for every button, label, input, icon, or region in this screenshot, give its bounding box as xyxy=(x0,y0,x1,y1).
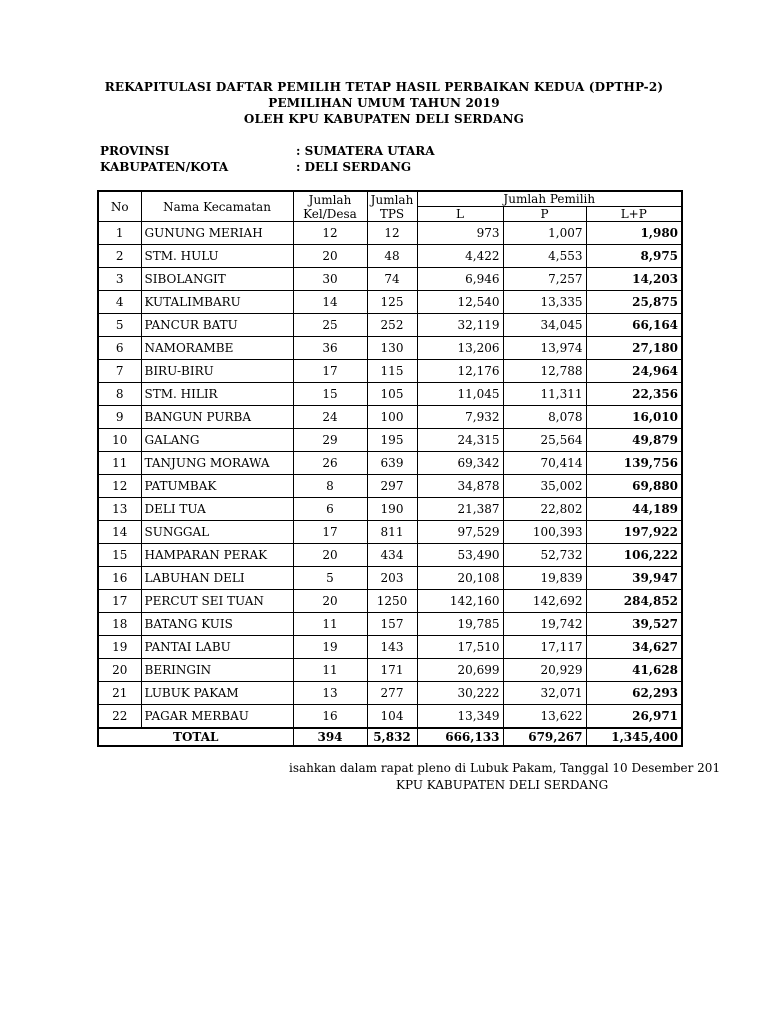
cell-no: 21 xyxy=(98,682,141,705)
cell-jumlah-kel-desa: 6 xyxy=(293,498,367,521)
cell-p: 7,257 xyxy=(503,268,586,291)
cell-jumlah-tps: 157 xyxy=(367,613,417,636)
table-row xyxy=(98,682,682,705)
table-row xyxy=(98,360,682,383)
cell-l: 13,349 xyxy=(417,705,503,729)
cell-lp: 197,922 xyxy=(586,521,682,544)
cell-nama-kecamatan: NAMORAMBE xyxy=(141,337,293,360)
total-lp: 1,345,400 xyxy=(586,728,682,746)
cell-nama-kecamatan: SIBOLANGIT xyxy=(141,268,293,291)
cell-nama-kecamatan: PANTAI LABU xyxy=(141,636,293,659)
cell-lp: 22,356 xyxy=(586,383,682,406)
table-row xyxy=(98,544,682,567)
provinsi-value: : SUMATERA UTARA xyxy=(296,144,435,158)
cell-p: 1,007 xyxy=(503,222,586,245)
cell-no: 13 xyxy=(98,498,141,521)
cell-l: 53,490 xyxy=(417,544,503,567)
cell-no: 7 xyxy=(98,360,141,383)
cell-lp: 284,852 xyxy=(586,590,682,613)
cell-nama-kecamatan: PATUMBAK xyxy=(141,475,293,498)
cell-p: 32,071 xyxy=(503,682,586,705)
cell-p: 13,974 xyxy=(503,337,586,360)
recap-table xyxy=(97,190,683,747)
table-row xyxy=(98,659,682,682)
cell-p: 35,002 xyxy=(503,475,586,498)
table-row xyxy=(98,475,682,498)
cell-jumlah-tps: 115 xyxy=(367,360,417,383)
cell-lp: 14,203 xyxy=(586,268,682,291)
cell-jumlah-tps: 143 xyxy=(367,636,417,659)
total-label: TOTAL xyxy=(98,728,293,746)
table-row xyxy=(98,429,682,452)
cell-nama-kecamatan: BATANG KUIS xyxy=(141,613,293,636)
cell-p: 100,393 xyxy=(503,521,586,544)
cell-l: 24,315 xyxy=(417,429,503,452)
cell-l: 973 xyxy=(417,222,503,245)
total-kel-desa: 394 xyxy=(293,728,367,746)
cell-l: 7,932 xyxy=(417,406,503,429)
cell-jumlah-tps: 48 xyxy=(367,245,417,268)
table-row xyxy=(98,268,682,291)
cell-lp: 24,964 xyxy=(586,360,682,383)
table-row xyxy=(98,521,682,544)
cell-p: 8,078 xyxy=(503,406,586,429)
table-row xyxy=(98,337,682,360)
cell-p: 13,622 xyxy=(503,705,586,729)
cell-lp: 39,947 xyxy=(586,567,682,590)
cell-nama-kecamatan: GUNUNG MERIAH xyxy=(141,222,293,245)
cell-jumlah-kel-desa: 16 xyxy=(293,705,367,729)
cell-l: 21,387 xyxy=(417,498,503,521)
recap-table-body xyxy=(98,222,682,729)
cell-no: 6 xyxy=(98,337,141,360)
cell-jumlah-tps: 130 xyxy=(367,337,417,360)
kabupaten-label: KABUPATEN/KOTA xyxy=(100,160,229,174)
header-nama-kecamatan: Nama Kecamatan xyxy=(141,191,293,222)
cell-l: 69,342 xyxy=(417,452,503,475)
cell-jumlah-kel-desa: 24 xyxy=(293,406,367,429)
cell-no: 3 xyxy=(98,268,141,291)
table-row xyxy=(98,613,682,636)
cell-jumlah-kel-desa: 8 xyxy=(293,475,367,498)
cell-jumlah-kel-desa: 11 xyxy=(293,613,367,636)
total-row xyxy=(98,728,682,746)
cell-jumlah-tps: 1250 xyxy=(367,590,417,613)
cell-jumlah-kel-desa: 19 xyxy=(293,636,367,659)
cell-no: 1 xyxy=(98,222,141,245)
cell-lp: 69,880 xyxy=(586,475,682,498)
table-row xyxy=(98,636,682,659)
cell-lp: 44,189 xyxy=(586,498,682,521)
total-l: 666,133 xyxy=(417,728,503,746)
cell-p: 20,929 xyxy=(503,659,586,682)
cell-l: 20,699 xyxy=(417,659,503,682)
cell-jumlah-tps: 434 xyxy=(367,544,417,567)
cell-l: 19,785 xyxy=(417,613,503,636)
cell-l: 4,422 xyxy=(417,245,503,268)
cell-p: 19,839 xyxy=(503,567,586,590)
cell-jumlah-kel-desa: 13 xyxy=(293,682,367,705)
table-row xyxy=(98,291,682,314)
cell-no: 12 xyxy=(98,475,141,498)
cell-nama-kecamatan: STM. HILIR xyxy=(141,383,293,406)
total-p: 679,267 xyxy=(503,728,586,746)
header-jumlah-pemilih: Jumlah Pemilih xyxy=(417,191,682,207)
cell-jumlah-kel-desa: 11 xyxy=(293,659,367,682)
cell-lp: 8,975 xyxy=(586,245,682,268)
cell-nama-kecamatan: BIRU-BIRU xyxy=(141,360,293,383)
cell-no: 2 xyxy=(98,245,141,268)
cell-jumlah-tps: 171 xyxy=(367,659,417,682)
cell-l: 12,176 xyxy=(417,360,503,383)
cell-l: 20,108 xyxy=(417,567,503,590)
cell-lp: 49,879 xyxy=(586,429,682,452)
table-row xyxy=(98,222,682,245)
cell-jumlah-tps: 811 xyxy=(367,521,417,544)
cell-no: 18 xyxy=(98,613,141,636)
cell-jumlah-kel-desa: 20 xyxy=(293,544,367,567)
cell-p: 34,045 xyxy=(503,314,586,337)
cell-l: 6,946 xyxy=(417,268,503,291)
cell-nama-kecamatan: PERCUT SEI TUAN xyxy=(141,590,293,613)
table-row xyxy=(98,705,682,729)
cell-jumlah-kel-desa: 20 xyxy=(293,245,367,268)
cell-jumlah-tps: 12 xyxy=(367,222,417,245)
cell-p: 11,311 xyxy=(503,383,586,406)
table-row xyxy=(98,498,682,521)
cell-nama-kecamatan: BANGUN PURBA xyxy=(141,406,293,429)
cell-nama-kecamatan: SUNGGAL xyxy=(141,521,293,544)
cell-p: 52,732 xyxy=(503,544,586,567)
cell-jumlah-kel-desa: 25 xyxy=(293,314,367,337)
header-tps-line-1: Jumlah xyxy=(370,192,414,207)
cell-nama-kecamatan: PAGAR MERBAU xyxy=(141,705,293,729)
cell-jumlah-kel-desa: 15 xyxy=(293,383,367,406)
cell-jumlah-tps: 190 xyxy=(367,498,417,521)
cell-l: 12,540 xyxy=(417,291,503,314)
header-p: P xyxy=(503,207,586,222)
cell-lp: 25,875 xyxy=(586,291,682,314)
cell-nama-kecamatan: LUBUK PAKAM xyxy=(141,682,293,705)
cell-jumlah-kel-desa: 12 xyxy=(293,222,367,245)
table-row xyxy=(98,452,682,475)
cell-no: 15 xyxy=(98,544,141,567)
cell-no: 9 xyxy=(98,406,141,429)
header-jumlah-kel-desa xyxy=(293,191,367,222)
table-row xyxy=(98,567,682,590)
cell-lp: 41,628 xyxy=(586,659,682,682)
cell-no: 8 xyxy=(98,383,141,406)
cell-jumlah-kel-desa: 20 xyxy=(293,590,367,613)
cell-jumlah-tps: 297 xyxy=(367,475,417,498)
footer-signatory: KPU KABUPATEN DELI SERDANG xyxy=(396,778,609,792)
table-row xyxy=(98,314,682,337)
cell-jumlah-kel-desa: 26 xyxy=(293,452,367,475)
kabupaten-value: : DELI SERDANG xyxy=(296,160,412,174)
cell-jumlah-tps: 195 xyxy=(367,429,417,452)
cell-jumlah-kel-desa: 17 xyxy=(293,360,367,383)
cell-lp: 62,293 xyxy=(586,682,682,705)
cell-jumlah-kel-desa: 30 xyxy=(293,268,367,291)
header-lp: L+P xyxy=(586,207,682,222)
cell-p: 22,802 xyxy=(503,498,586,521)
cell-jumlah-kel-desa: 29 xyxy=(293,429,367,452)
cell-jumlah-tps: 105 xyxy=(367,383,417,406)
cell-lp: 139,756 xyxy=(586,452,682,475)
cell-lp: 16,010 xyxy=(586,406,682,429)
cell-nama-kecamatan: BERINGIN xyxy=(141,659,293,682)
cell-no: 17 xyxy=(98,590,141,613)
cell-nama-kecamatan: LABUHAN DELI xyxy=(141,567,293,590)
table-row xyxy=(98,406,682,429)
cell-l: 30,222 xyxy=(417,682,503,705)
cell-jumlah-tps: 125 xyxy=(367,291,417,314)
header-jumlah-tps xyxy=(367,191,417,222)
cell-l: 142,160 xyxy=(417,590,503,613)
cell-p: 70,414 xyxy=(503,452,586,475)
cell-l: 17,510 xyxy=(417,636,503,659)
header-tps-line-2: TPS xyxy=(379,206,405,221)
cell-p: 12,788 xyxy=(503,360,586,383)
header-kel-desa-line-2: Kel/Desa xyxy=(303,206,357,221)
cell-lp: 106,222 xyxy=(586,544,682,567)
cell-no: 19 xyxy=(98,636,141,659)
cell-l: 11,045 xyxy=(417,383,503,406)
cell-jumlah-tps: 639 xyxy=(367,452,417,475)
cell-lp: 27,180 xyxy=(586,337,682,360)
cell-jumlah-tps: 252 xyxy=(367,314,417,337)
cell-jumlah-kel-desa: 36 xyxy=(293,337,367,360)
cell-no: 10 xyxy=(98,429,141,452)
table-row xyxy=(98,383,682,406)
cell-no: 14 xyxy=(98,521,141,544)
doc-title-line-1: REKAPITULASI DAFTAR PEMILIH TETAP HASIL PERBAIKAN KEDUA (DPTHP-2) xyxy=(104,80,664,94)
cell-jumlah-tps: 100 xyxy=(367,406,417,429)
cell-p: 25,564 xyxy=(503,429,586,452)
cell-lp: 66,164 xyxy=(586,314,682,337)
cell-no: 5 xyxy=(98,314,141,337)
cell-jumlah-tps: 74 xyxy=(367,268,417,291)
cell-p: 4,553 xyxy=(503,245,586,268)
header-l: L xyxy=(417,207,503,222)
cell-nama-kecamatan: HAMPARAN PERAK xyxy=(141,544,293,567)
table-row xyxy=(98,245,682,268)
cell-p: 19,742 xyxy=(503,613,586,636)
cell-jumlah-tps: 104 xyxy=(367,705,417,729)
cell-p: 17,117 xyxy=(503,636,586,659)
cell-l: 32,119 xyxy=(417,314,503,337)
doc-title-line-3: OLEH KPU KABUPATEN DELI SERDANG xyxy=(243,112,525,126)
cell-p: 142,692 xyxy=(503,590,586,613)
cell-nama-kecamatan: PANCUR BATU xyxy=(141,314,293,337)
cell-lp: 39,527 xyxy=(586,613,682,636)
cell-no: 16 xyxy=(98,567,141,590)
cell-no: 22 xyxy=(98,705,141,729)
cell-nama-kecamatan: GALANG xyxy=(141,429,293,452)
cell-jumlah-kel-desa: 14 xyxy=(293,291,367,314)
cell-jumlah-tps: 277 xyxy=(367,682,417,705)
cell-no: 4 xyxy=(98,291,141,314)
cell-jumlah-kel-desa: 5 xyxy=(293,567,367,590)
cell-nama-kecamatan: KUTALIMBARU xyxy=(141,291,293,314)
cell-lp: 1,980 xyxy=(586,222,682,245)
cell-jumlah-tps: 203 xyxy=(367,567,417,590)
provinsi-label: PROVINSI xyxy=(100,144,170,158)
cell-lp: 26,971 xyxy=(586,705,682,729)
cell-p: 13,335 xyxy=(503,291,586,314)
header-no: No xyxy=(98,191,141,222)
cell-nama-kecamatan: TANJUNG MORAWA xyxy=(141,452,293,475)
cell-lp: 34,627 xyxy=(586,636,682,659)
cell-l: 34,878 xyxy=(417,475,503,498)
cell-no: 11 xyxy=(98,452,141,475)
cell-nama-kecamatan: DELI TUA xyxy=(141,498,293,521)
cell-l: 97,529 xyxy=(417,521,503,544)
table-row xyxy=(98,590,682,613)
cell-l: 13,206 xyxy=(417,337,503,360)
footer-validation-text: isahkan dalam rapat pleno di Lubuk Pakam, Tanggal 10 Desember 201 xyxy=(289,761,721,775)
total-tps: 5,832 xyxy=(367,728,417,746)
cell-no: 20 xyxy=(98,659,141,682)
doc-title-line-2: PEMILIHAN UMUM TAHUN 2019 xyxy=(268,96,500,110)
header-kel-desa-line-1: Jumlah xyxy=(308,192,352,207)
cell-nama-kecamatan: STM. HULU xyxy=(141,245,293,268)
cell-jumlah-kel-desa: 17 xyxy=(293,521,367,544)
